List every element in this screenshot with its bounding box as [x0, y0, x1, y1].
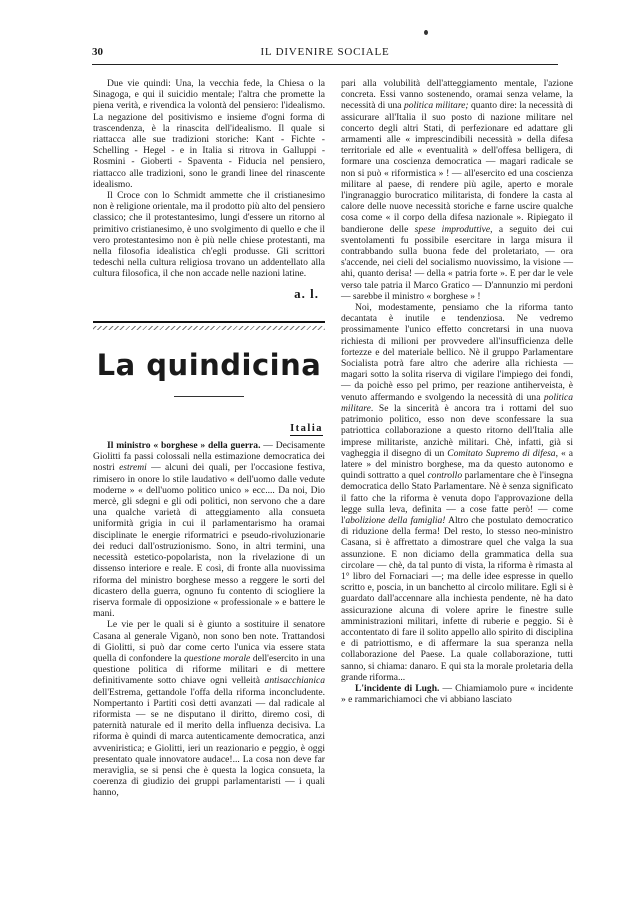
- running-header: [92, 46, 558, 65]
- article-2-heading: L'incidente di Lugh.: [355, 682, 440, 694]
- text-run: quanto dire: la necessità di assicurare all'Italia il suo posto di nazione militare nel concerto degli altri Stati, di perfezionare ed adattare gli armamenti alle « imprescindibili necessità » della difesa territoriale ed alle « eventualità » dell'offesa belligera, di formare una coscienza democratica — magari radicale se non si può « riformistica » ! — all'esercito ed una coscienza militare al paese, di rendere più agile, aperto e morale l'ingranaggio burocratico militarista, di fondere la casta al calore delle nuove necessità storiche e farne uscire qualche cosa come « il corpo della difesa nazionale ». Ripiegato il bandierone delle: [341, 100, 573, 235]
- scan-speck: [424, 30, 428, 35]
- left-column: [93, 78, 325, 799]
- right-column: [341, 78, 573, 705]
- text-run: Altro che postulato democratico di riduzione della ferma! Del resto, lo stesso neo-ministro Casana, si è affrettato a dimostrare quel che valga la sua assunzione. E non diciamo della grammatica della sua circolare — chè, da tal punto di vista, la riforma è rimasta al 1° libro del Fornaciari —; ma delle idee espresse in quello scritto e, poscia, in un banchetto al circolo militare. Egli si è guardato dall'accennare alla inchiesta pendente, nè ha dato assicurazione alcuna di volere aprire le finestre sulle amministrazioni militari, infette di ruberie e peggio. Si è accontentato di fare il solito appello allo spirito di disciplina e di patriottismo, e di affermare la sua speranza nella collaborazione del Paese. La quale collaborazione, tutti sanno, si chiama: danaro. E qui sta la morale proletaria della grande riforma...: [341, 514, 573, 683]
- essay-paragraph-1: Due vie quindi: Una, la vecchia fede, la Chiesa o la Sinagoga, e qui il suicidio mentale; l'altra che promette la piena verità, e rivendica la volontà del pensiero: l'idealismo. La negazione del positivismo e insieme d'ogni forma di trascendenza, è la rinascita dell'idealismo. Il quale si riattacca alle sue tradizioni storiche: Kant - Fichte - Schelling - Hegel - e in Italia si ritrova in Galluppi - Rosmini - Gioberti - Spaventa - Fiducia nel pensiero, riattacco alle tradizioni, sono le grandi linee del rinascente idealismo.: [93, 78, 325, 190]
- text-run: Le vie per le quali si è giunto a sostituire il senatore Casana al generale Viganò, non sono ben note. Trattandosi di Giolitti, si può dar come certo l'unica via essere stata quella di confondere la: [93, 619, 325, 664]
- subsection-heading: [93, 423, 323, 434]
- italic-run: politica militare: [341, 391, 573, 414]
- section-divider-wavy: [93, 326, 325, 330]
- article-1-paragraph-3: [341, 302, 573, 683]
- italic-run: antisacchianica: [264, 675, 325, 687]
- author-signature: a. l.: [294, 285, 319, 301]
- text-run: . Se la sincerità è ancora tra i rottami del suo patrimonio politico, esso non deve sconfessare la sua patriottica collaborazione a questo ritorno dell'Italia alle imprese militariste, anzichè militari. Chè, infatti, già si vagheggia il disegno di un: [341, 402, 573, 459]
- italic-run: controllo: [427, 470, 463, 482]
- italic-run: estremi: [119, 462, 147, 474]
- article-2-paragraph-1: [341, 683, 573, 705]
- article-1-heading: Il ministro « borghese » della guerra.: [107, 440, 261, 452]
- section-divider-thick: [93, 321, 325, 323]
- italic-run: politica militare;: [403, 100, 469, 112]
- italic-run: spese improduttive: [414, 223, 491, 235]
- journal-title: IL DIVENIRE SOCIALE: [260, 46, 390, 58]
- text-run: — alcuni dei quali, per l'occasione festiva, rimisero in onore lo stile laudativo « dell'uomo dalle vedute moderne » « dell'uomo politico unico » ecc.... Da noi, Dio mercè, gli sdegni e gli odi politici, non servono che a dare una qualche varietà di atteggiamento alla consueta uniformità grigia in cui il parlamentarismo ha oramai disciplinate le energie riformatrici e pseudo-rivoluzionarie dei reduci dall'ostruzionismo. Sono, in altri termini, una necessità estetico-popolarista, non la rivelazione di un dissenso interiore e reale. E così, di fronte alla nuovissima riforma del ministro borghese messo a reggere le sorti del dicastero della guerra, ognuno fu contento di sciogliere la riserva formale di opposizione « professionale » e battere le mani.: [93, 462, 325, 620]
- text-run: — Decisamente Giolitti fa passi colossali nella estimazione democratica dei nostri: [93, 440, 325, 474]
- text-run: parlamentare che è l'insegna democratica dello Stato Parlamentare. Nè è senza significato il fatto che la riforma è venuta dopo l'approvazione della legge sulla leva, definita — a cose fatte però! — come l': [341, 470, 573, 526]
- text-run: Noi, modestamente, pensiamo che la riforma tanto decantata è inutile e tendenziosa. Ne vedremo prossimamente l'unico effetto concretarsi in una nuova richiesta di milioni per provvedere all'insufficienza delle fortezze e del materiale bellico. Nè il gruppo Parlamentare Socialista potrà fare altro che aderire alla richiesta — magari sotto la solita riserva di vigilare l'impiego dei fondi, — da poichè esso pel primo, per reazione antiherveista, è venuto affermando e svolgendo la necessità di una: [341, 302, 573, 403]
- article-1-continuation: [341, 78, 573, 302]
- title-underline-rule: [174, 396, 244, 397]
- page-number: 30: [92, 46, 103, 58]
- italic-run: Comitato Supremo di difesa: [447, 447, 556, 459]
- text-run: dell'Estrema, gettandole l'offa della riforma inconcludente. Nompertanto i Partiti così detti avanzati — dal radicale al riformista — se ne disputano il diritto, diremo così, di paternità naturale ed il merito della influenza decisiva. La riforma è quindi di marca autenticamente democratica, anzi avveniristica; e Giolitti, ieri un reazionario e peggio, è oggi presentato quale innovatore audace!... La cosa non deve far meraviglia, se si pensi che è questa la logica consueta, la coerenza di giudizio dei gruppi parlamentaristi — i quali hanno,: [93, 686, 325, 799]
- article-1-paragraph-1: [93, 440, 325, 619]
- text-run: dell'esercito in una questione politica di riforme militari e di mettere definitivamente sotto chiave ogni velleità: [93, 652, 325, 687]
- text-run: , « a latere » del ministro borghese, ma da questo autonomo e quindi sottratto a quel: [341, 447, 573, 482]
- italic-run: abolizione della famiglia!: [345, 514, 446, 526]
- text-run: pari alla volubilità dell'atteggiamento mentale, l'azione concreta. Essi vanno sostenendo, oramai senza velame, la necessità di una: [341, 78, 573, 112]
- italic-run: questione morale: [184, 652, 251, 664]
- subsection-label: Italia: [290, 422, 323, 434]
- text-run: , a seguito dei cui sventolamenti fu possibile esercitare in larga misura il contrabbando sulla buona fede del proletariato, — ora s'accende, nei cieli del socialismo nuovissimo, la visione — ahi, quanto derisa! — della « patria forte ». E per dar le vele verso tale patria il Marco Gratico — D'annunzio mi perdoni — sarebbe il ministro « borghese » !: [341, 223, 573, 302]
- essay-paragraph-2: Il Croce con lo Schmidt ammette che il cristianesimo non è religione orientale, ma il prodotto più alto del pensiero classico; che il protestantesimo, lungi d'essere un ritorno al primitivo cristianesimo, è uno svolgimento di quello e che il vero protestantesimo non è più nelle chiese protestanti, ma nella filosofia idealistica ch'egli produsse. Gli scrittori tedeschi nella cultura religiosa trovano un addentellato alla cultura filosofica, il che non accade nelle nazioni latine.: [93, 190, 325, 280]
- section-title: La quindicina: [96, 347, 322, 382]
- text-run: — Chiamiamolo pure « incidente » e rammarichiamoci che vi abbiano lasciato: [341, 682, 574, 706]
- article-1-paragraph-2: [93, 619, 325, 798]
